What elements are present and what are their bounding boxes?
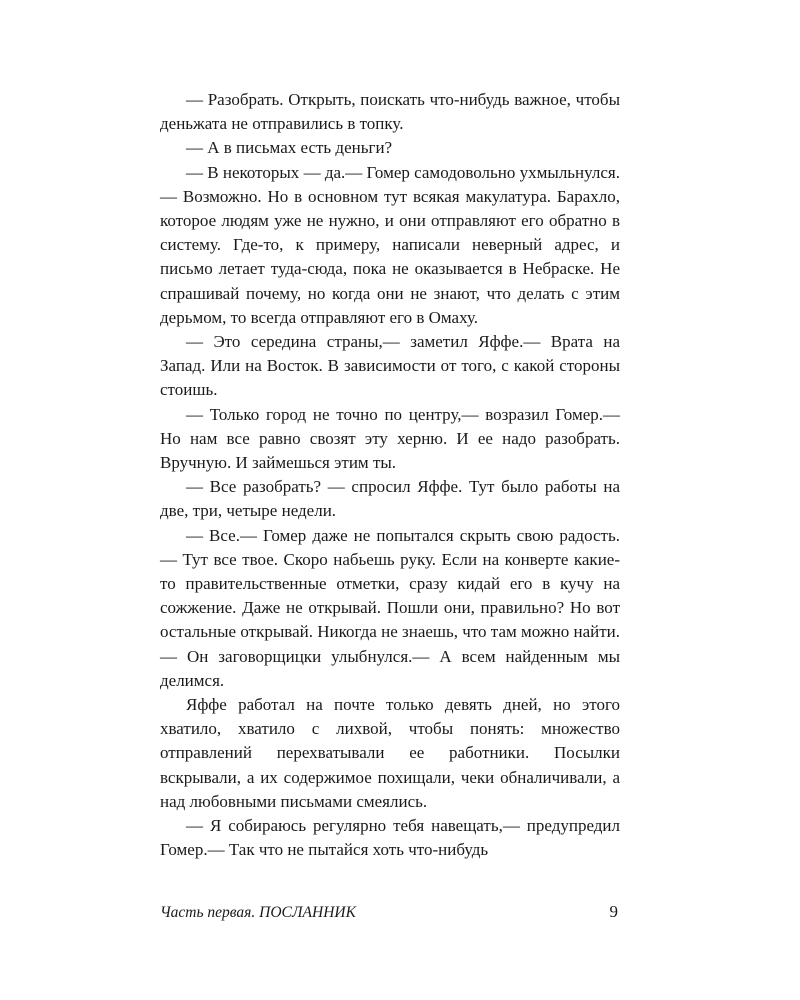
paragraph-8: Яффе работал на почте только девять дней, но этого хватило, хватило с лихвой, чтобы понять: множество отправлений перехватывали ее работники. Посылки вскрывали, а их содержимое похищали, чеки обналичивали, а над любовными письмами смеялись.: [160, 695, 620, 811]
paragraph-5: — Только город не точно по центру,— возразил Гомер.— Но нам все равно свозят эту херню. И ее надо разобрать. Вручную. И займешься этим ты.: [160, 404, 620, 473]
page-number: 9: [609, 902, 618, 921]
paragraph-7: — Все.— Гомер даже не попытался скрыть свою радость.— Тут все твое. Скоро набьешь руку. Если на конверте какие-то правительственные отметки, сразу кидай его в кучу на сожжение. Даже не открывай. Пошли они, правильно? Но вот остальные открывай. Никогда не знаешь, что там можно найти.— Он заговорщицки улыбнулся.— А всем найденным мы делимся.: [160, 525, 620, 690]
paragraph-1: — Разобрать. Открыть, поискать что-нибудь важное, чтобы деньжата не отправились в топку.: [160, 90, 620, 134]
page-footer: [160, 904, 620, 928]
running-title: Часть первая. ПОСЛАННИК: [160, 904, 356, 921]
paragraph-2: — А в письмах есть деньги?: [186, 138, 393, 158]
paragraph-3: — В некоторых — да.— Гомер самодовольно ухмыльнулся.— Возможно. Но в основном тут всякая макулатура. Барахло, которое людям уже не нужно, и они отправляют его обратно в систему. Где-то, к примеру, написали неверный адрес, и письмо летает туда-сюда, пока не оказывается в Небраске. Не спрашивай почему, но когда они не знают, что делать с этим дерьмом, то всегда отправляют его в Омаху.: [160, 162, 620, 327]
page-body-text: [160, 88, 620, 863]
paragraph-4: — Это середина страны,— заметил Яффе.— Врата на Запад. Или на Восток. В зависимости от того, с какой стороны стоишь.: [160, 332, 620, 400]
paragraph-9: — Я собираюсь регулярно тебя навещать,— предупредил Гомер.— Так что не пытайся хоть что-нибудь: [160, 816, 620, 860]
paragraph-6: — Все разобрать? — спросил Яффе. Тут было работы на две, три, четыре недели.: [160, 477, 620, 521]
